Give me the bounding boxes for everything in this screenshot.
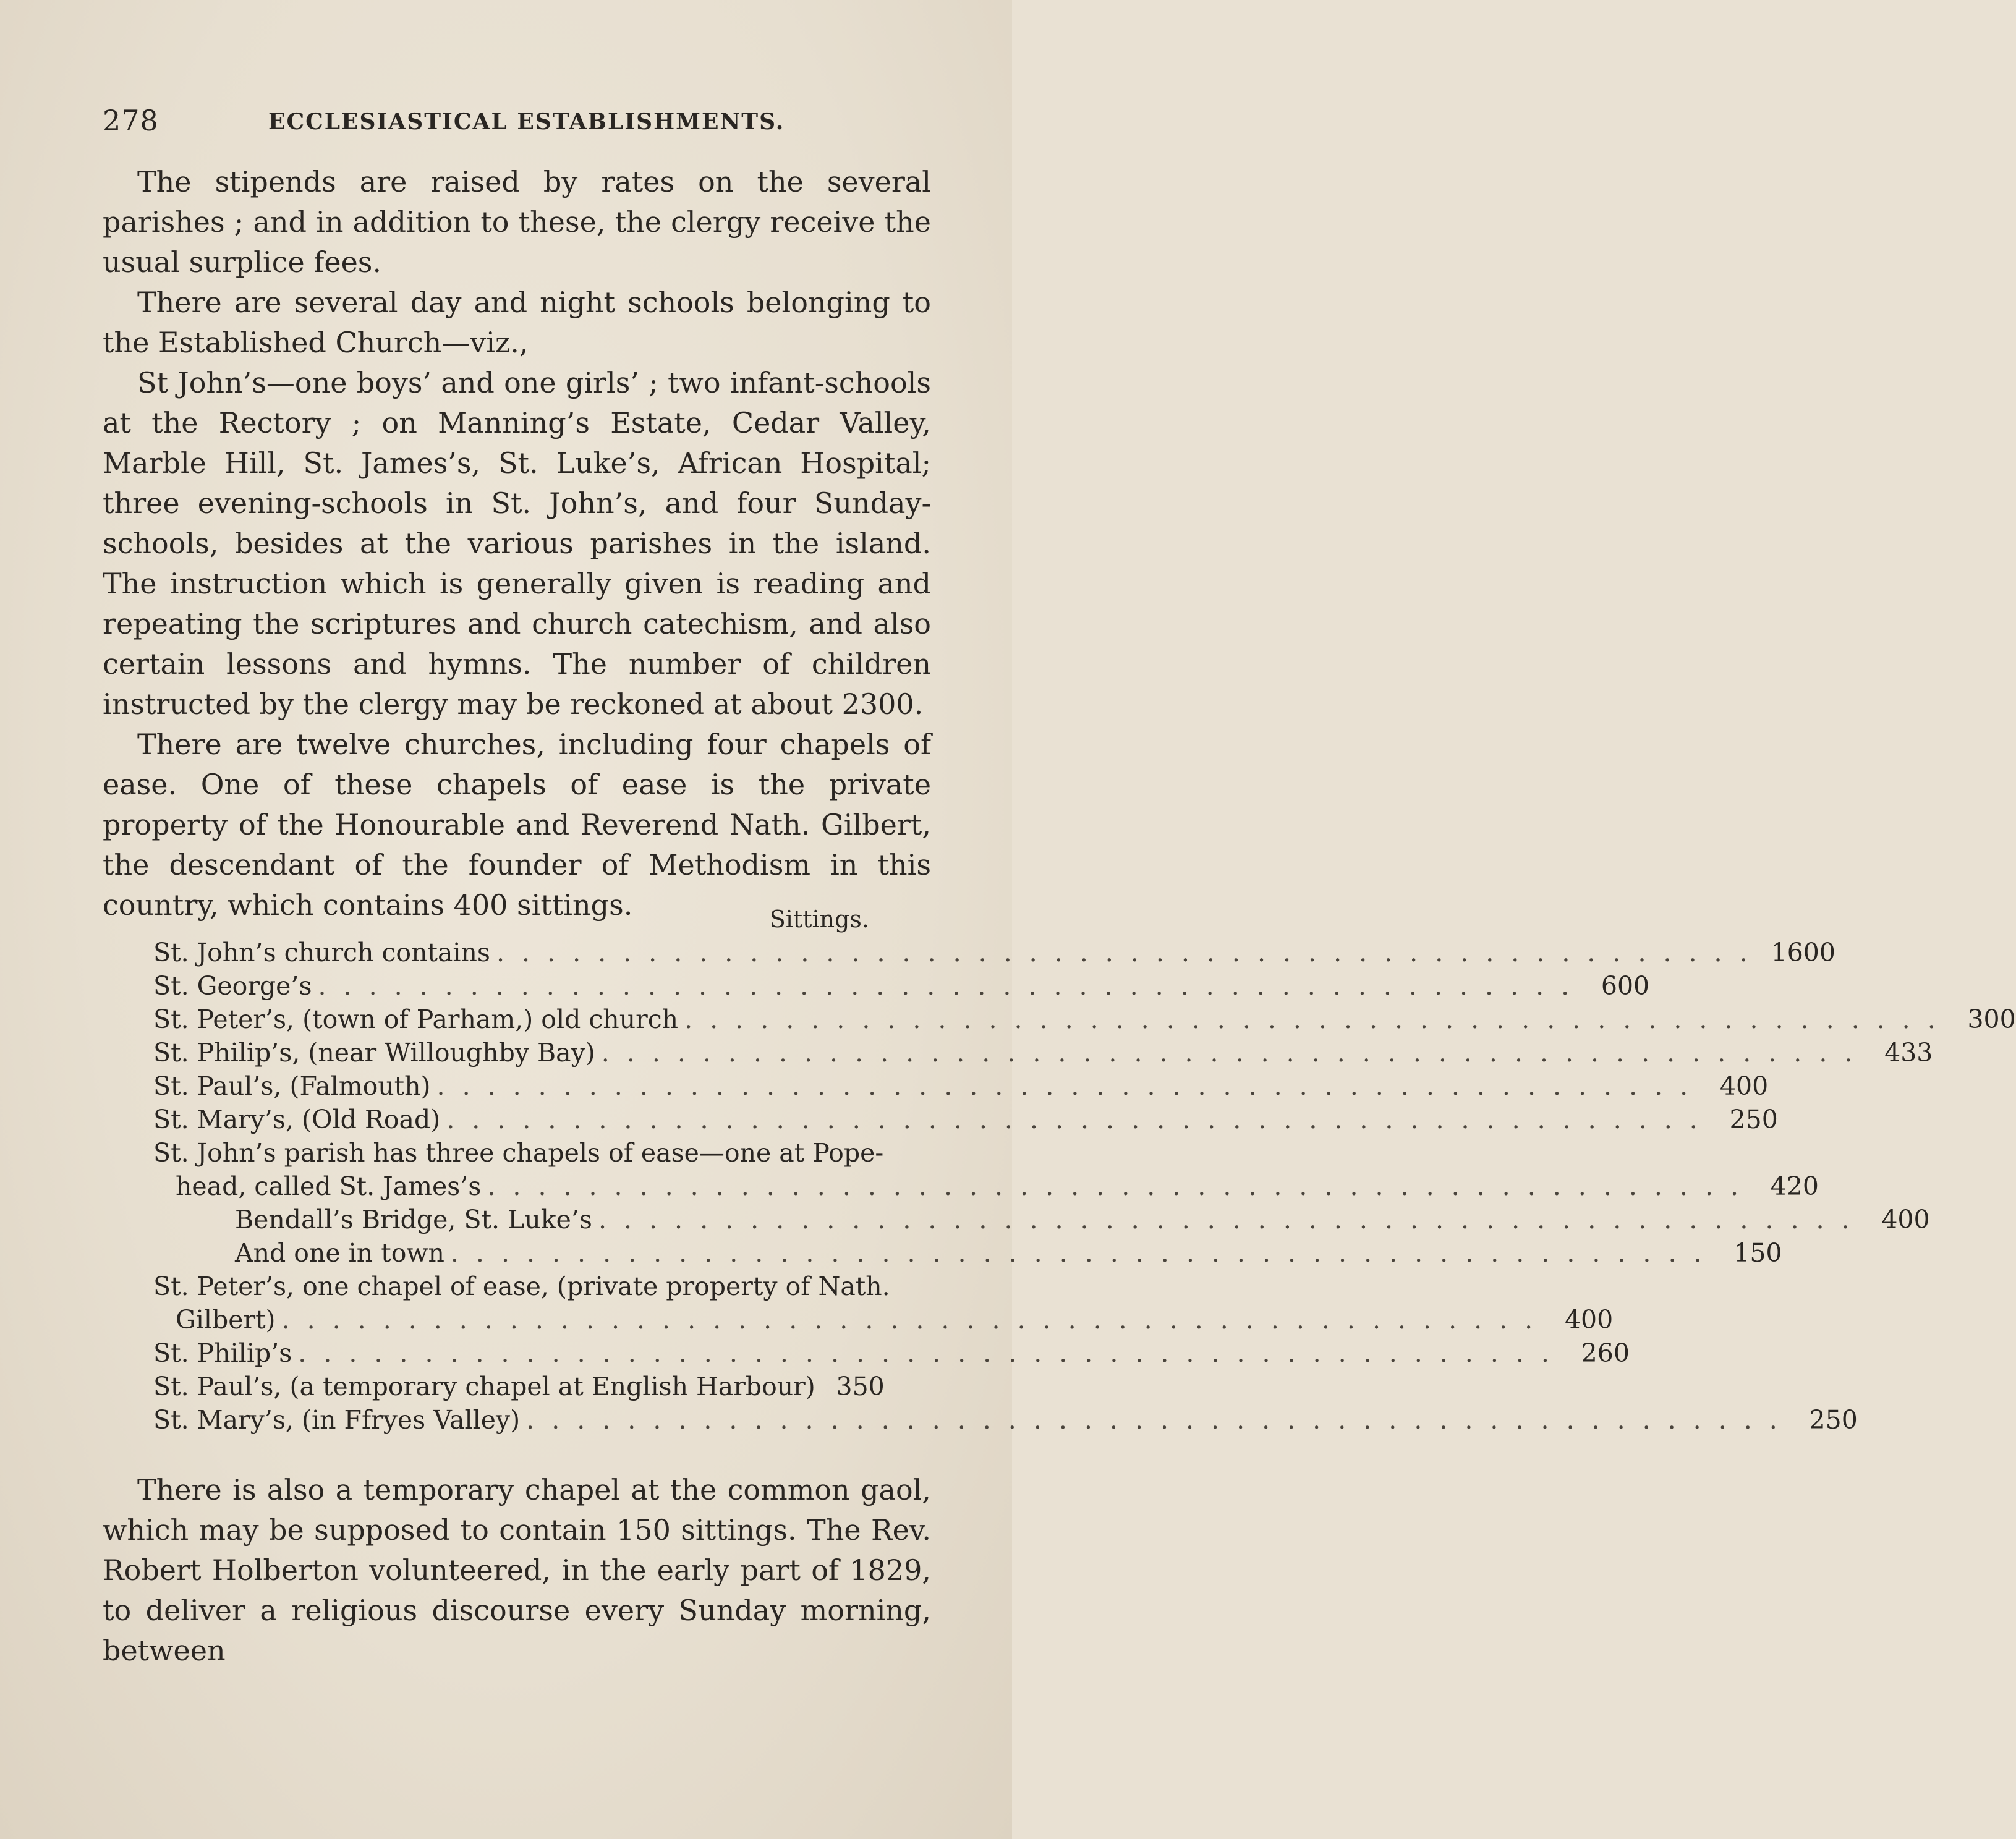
table-row [153, 1403, 1858, 1437]
chapel-name: Bendall’s Bridge, St. Luke’s [235, 1205, 592, 1234]
paragraph-st-johns-schools: St John’s—one boys’ and one girls’ ; two infant-schools at the Rectory ; on Manning’s Estate, Cedar Valley, Marble Hill, St. James’s, St. Luke’s, African Hospital; three evening-schools in St. John’s, and four Sunday-schools, besides at the various parishes in the island. The instruction which is generally given is reading and repeating the scriptures and church catechism, and also certain lessons and hymns. The number of children instructed by the clergy may be reckoned at about 2300. [103, 366, 931, 721]
table-row [153, 1170, 1819, 1203]
table-row [153, 1236, 1782, 1270]
sittings-value: 420 [1770, 1171, 1819, 1201]
gilbert-intro: St. Peter’s, one chapel of ease, (private property of Nath. [153, 1272, 890, 1301]
paragraph-gaol-chapel: There is also a temporary chapel at the common gaol, which may be supposed to contain 150 sittings. The Rev. Robert Holberton volunteered, in the early part of 1829, to deliver a religious discourse every Sunday morning, between [103, 1473, 931, 1667]
leader-dots: .................................................. [487, 1171, 1756, 1201]
leader-dots: .................................................. [298, 1338, 1567, 1368]
sittings-value: 400 [1881, 1205, 1930, 1234]
sittings-value: 350 [836, 1372, 885, 1401]
chapel-name: head, called St. James’s [176, 1171, 482, 1201]
paragraph-stipends: The stipends are raised by rates on the several parishes ; and in addition to these, the clergy receive the usual surplice fees. [103, 165, 931, 279]
sittings-value: 1600 [1771, 938, 1835, 967]
leader-dots: .................................................. [601, 1038, 1870, 1068]
chapels-intro: St. John’s parish has three chapels of ease—one at Pope- [153, 1138, 884, 1168]
table-row [153, 1336, 1630, 1370]
sittings-value: 433 [1884, 1038, 1933, 1068]
table-row [153, 936, 1835, 969]
church-name: St. Paul’s, (Falmouth) [153, 1071, 431, 1101]
sittings-value: 250 [1729, 1105, 1778, 1134]
table-row [153, 1069, 1769, 1103]
church-name: St. Mary’s, (Old Road) [153, 1105, 441, 1134]
body-text [103, 162, 931, 925]
church-name: St. Philip’s, (near Willoughby Bay) [153, 1038, 595, 1068]
leader-dots: .................................................. [684, 1004, 1953, 1034]
sittings-column-header: Sittings. [769, 906, 869, 933]
leader-dots: .................................................. [436, 1071, 1706, 1101]
leader-dots: .................................................. [281, 1305, 1550, 1335]
table-row [153, 1036, 1933, 1069]
church-name: St. Peter’s, (town of Parham,) old church [153, 1004, 679, 1034]
sittings-value: 300 [1967, 1004, 2016, 1034]
paragraph-churches: There are twelve churches, including four chapels of ease. One of these chapels of ease is the private property of the Honourable and Reverend Nath. Gilbert, the descendant of the founder of Methodism in this country, which contains 400 sittings. [103, 728, 931, 922]
chapel-name: And one in town [235, 1238, 444, 1268]
leader-dots: .................................................. [496, 938, 1765, 967]
page-header [103, 104, 931, 141]
table-row [153, 1003, 2016, 1036]
sittings-table [153, 903, 2016, 1437]
table-row [153, 1303, 1614, 1336]
leader-dots: .................................................. [450, 1238, 1719, 1268]
page-number: 278 [103, 104, 159, 137]
table-row [153, 969, 1650, 1003]
chapel-name: St. Paul’s, (a temporary chapel at English Harbour) [153, 1372, 815, 1401]
running-head: ECCLESIASTICAL ESTABLISHMENTS. [268, 109, 785, 135]
sittings-value: 150 [1733, 1238, 1782, 1268]
leader-dots: .................................................. [318, 971, 1587, 1001]
sittings-value: 600 [1601, 971, 1650, 1001]
leader-dots: .................................................. [446, 1105, 1715, 1134]
leader-dots: .................................................. [598, 1205, 1867, 1234]
paragraph-schools: There are several day and night schools belonging to the Established Church—viz., [103, 286, 931, 359]
sittings-value: 250 [1809, 1405, 1858, 1435]
sittings-value: 260 [1581, 1338, 1630, 1368]
chapel-name: St. Philip’s [153, 1338, 292, 1368]
chapel-name: Gilbert) [176, 1305, 276, 1335]
sittings-value: 400 [1564, 1305, 1614, 1335]
closing-text [103, 1470, 931, 1671]
sittings-value: 400 [1719, 1071, 1769, 1101]
table-row [153, 1370, 885, 1403]
chapel-name: St. Mary’s, (in Ffryes Valley) [153, 1405, 521, 1435]
table-row [153, 1103, 1778, 1136]
church-name: St. John’s church contains [153, 938, 490, 967]
leader-dots: .................................................. [526, 1405, 1795, 1435]
table-row [153, 1203, 1930, 1236]
church-name: St. George’s [153, 971, 312, 1001]
